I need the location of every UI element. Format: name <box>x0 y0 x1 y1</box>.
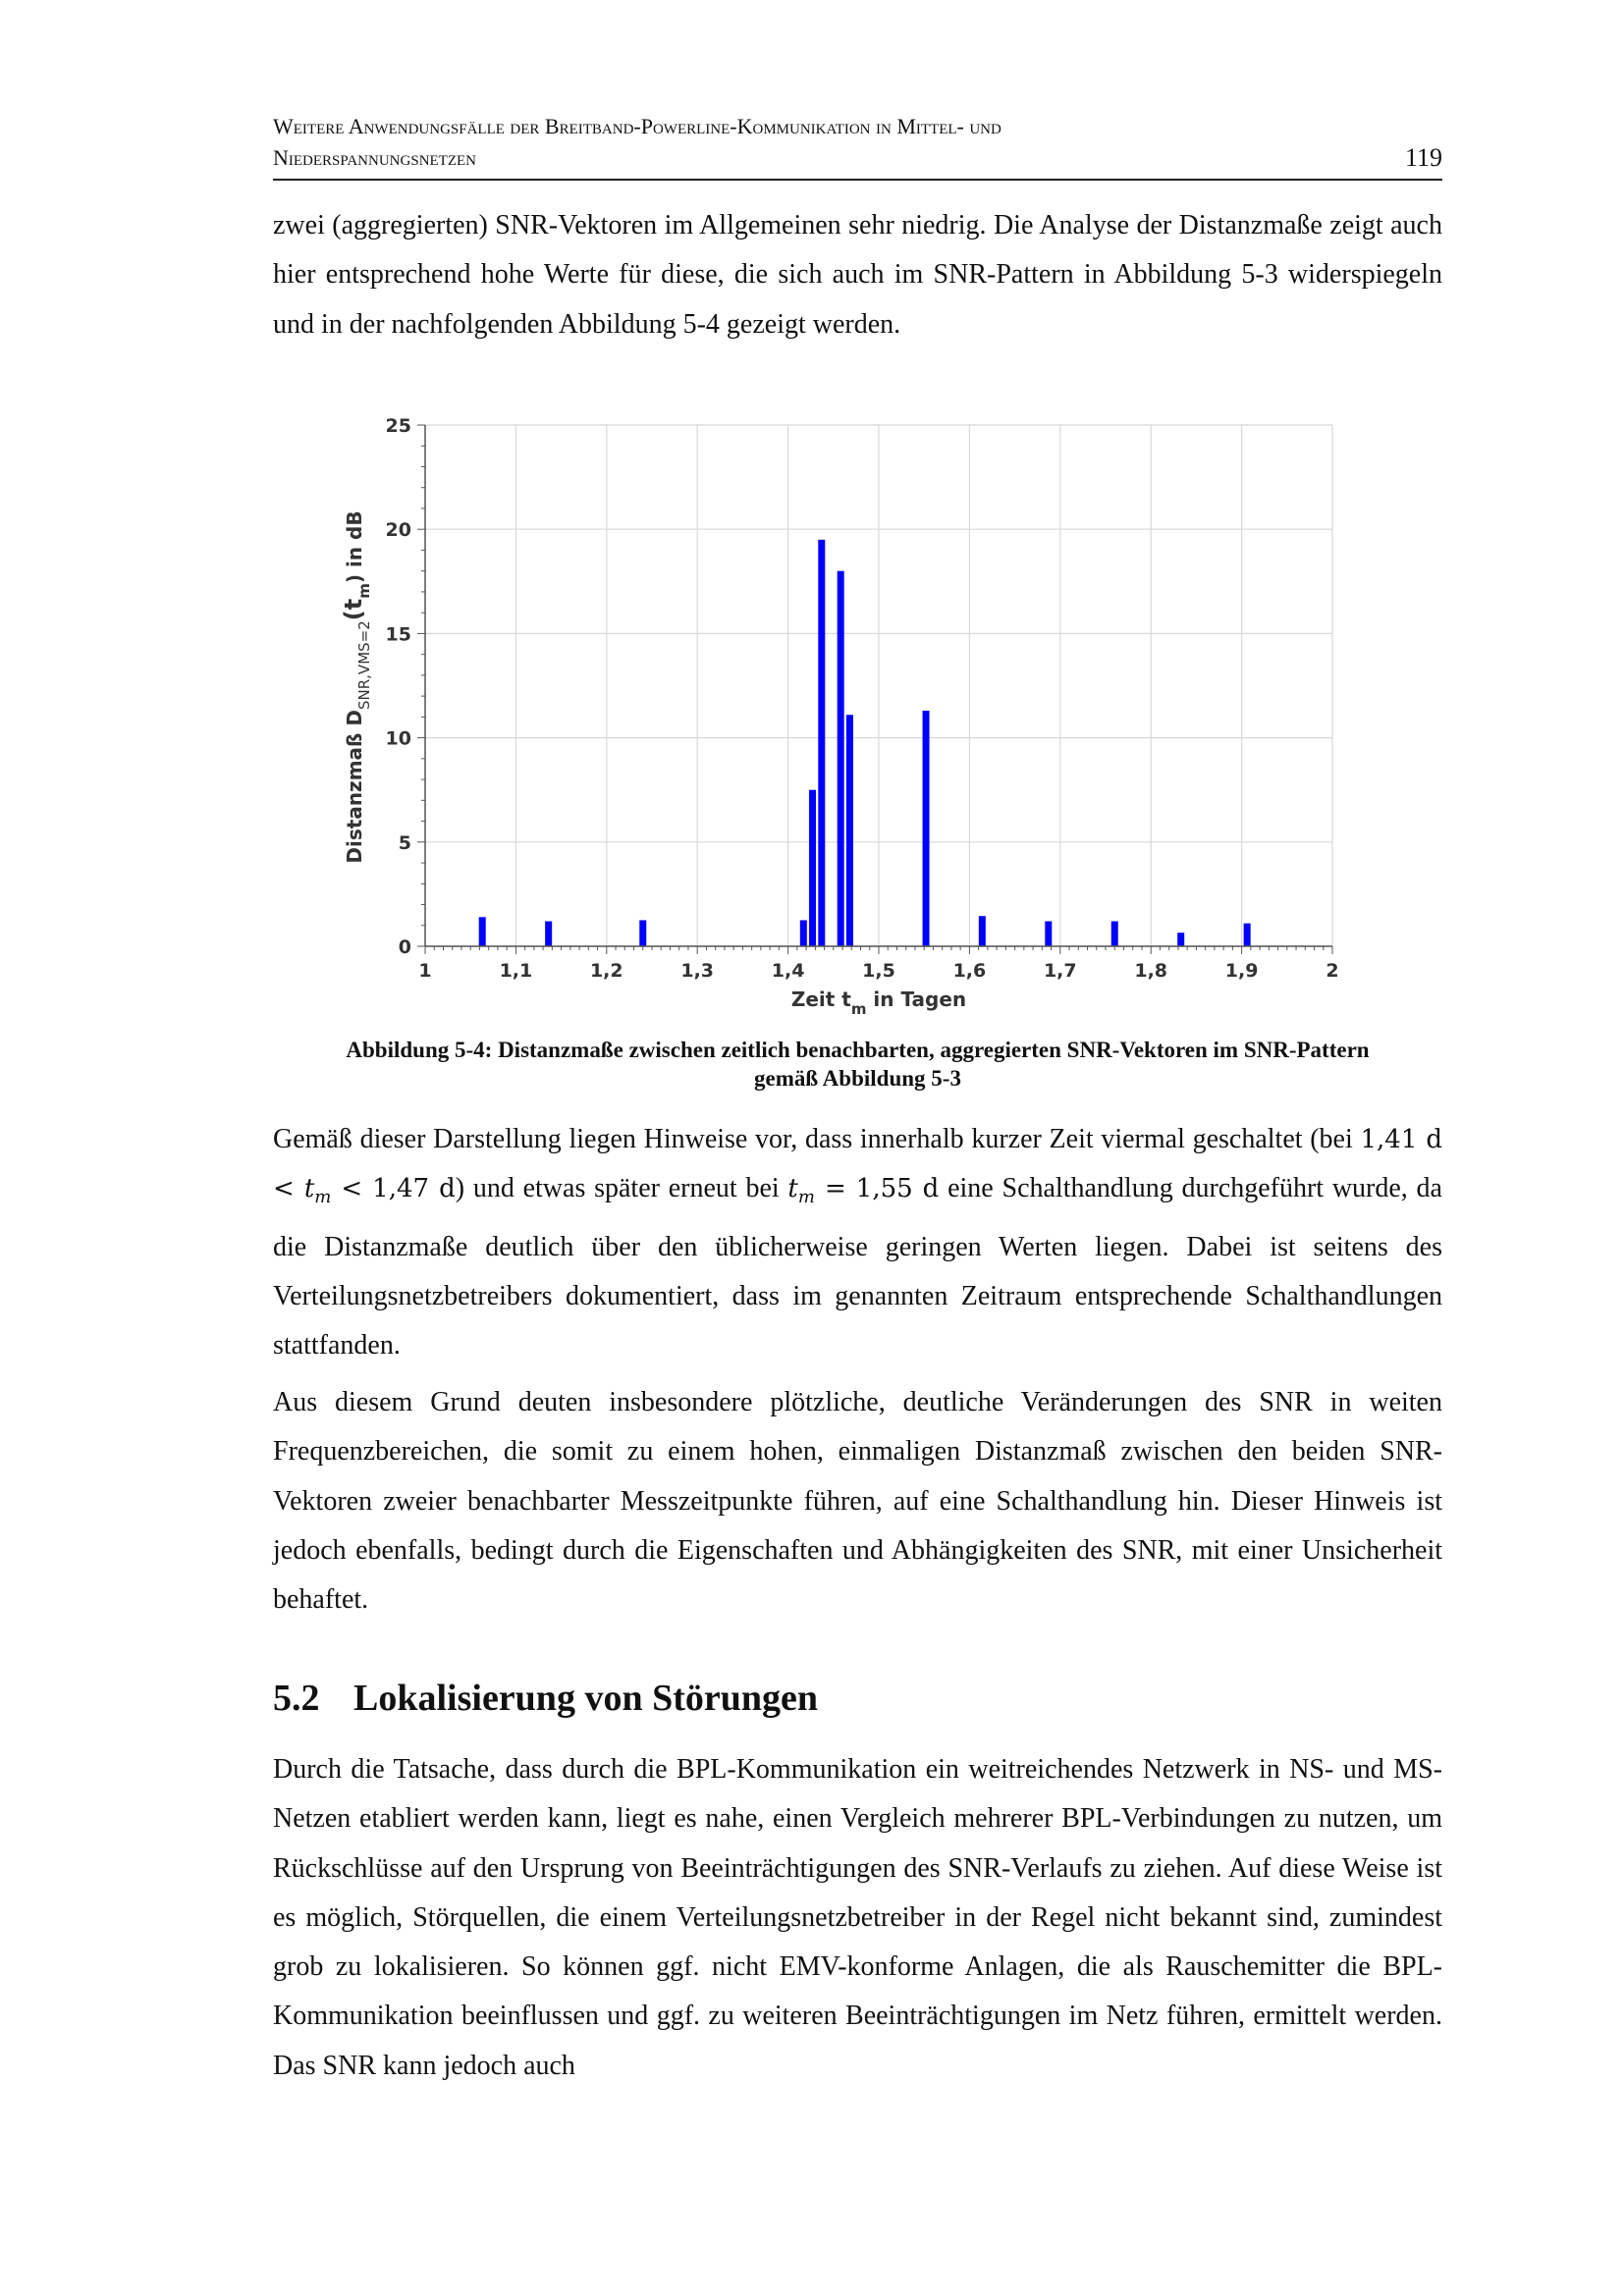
math: < 1,47 d <box>331 1174 456 1204</box>
x-tick-label: 1,1 <box>499 960 533 982</box>
bar <box>1045 922 1052 946</box>
bar <box>639 920 646 946</box>
bar <box>479 917 486 946</box>
section-number: 5.2 <box>273 1678 320 1719</box>
bar <box>846 715 853 946</box>
paragraph-1: zwei (aggregierten) SNR-Vektoren im Allgemeinen sehr niedrig. Die Analyse der Distanzmaße zeigt auch hier entsprechend hohe Werte für diese, die sich auch im SNR-Pattern in Abbildung 5-3 widerspiegeln und in der nachfolgenden Abbildung 5-4 gezeigt werden. <box>273 210 1442 340</box>
y-axis-label: Distanzmaß $D_{SNR,VMS=2}(t_m)$ in dB <box>340 510 373 864</box>
math-tm: $t_m$ <box>787 1174 815 1208</box>
x-tick-label: 1,4 <box>771 960 805 982</box>
x-tick-label: 1,6 <box>952 960 987 982</box>
text: eine Schalthandlung durchgeführt wurde, da die Distanzmaße deutlich über den üblicherweise geringen Werten liegen. Dabei ist seitens des Verteilungsnetzbetreibers dokumentiert, dass im genannten Zeitraum entsprechende Schalthandlungen stattfanden. <box>273 1173 1442 1362</box>
x-tick-label: 1,7 <box>1043 960 1077 982</box>
text: ) und etwas später erneut bei <box>455 1173 788 1204</box>
x-tick-label: 2 <box>1326 960 1339 982</box>
bar <box>1244 924 1251 946</box>
tick-labels <box>386 415 1339 982</box>
paragraph-2 <box>273 1115 1442 1371</box>
math-tm: $t_m$ <box>303 1174 332 1208</box>
caption-line1: Abbildung 5-4: Distanzmaße zwischen zeitlich benachbarten, aggregierten SNR-Vektoren im SNR-Pattern <box>346 1038 1370 1062</box>
grid <box>425 425 1332 946</box>
x-tick-label: 1,3 <box>680 960 715 982</box>
x-axis-label: Zeit $t_m$ in Tagen <box>790 988 967 1018</box>
y-tick-label: 15 <box>385 623 411 646</box>
bar <box>809 790 816 946</box>
running-header-line2: Niederspannungsnetzen <box>273 145 477 170</box>
x-tick-label: 1,2 <box>589 960 623 982</box>
page-number: 119 <box>1404 143 1442 172</box>
caption-line2: gemäß Abbildung 5-3 <box>754 1066 961 1091</box>
x-tick-label: 1 <box>418 960 432 982</box>
bars <box>479 540 1251 946</box>
bar <box>1177 933 1184 946</box>
text: Gemäß dieser Darstellung liegen Hinweise vor, dass innerhalb kurzer Zeit viermal geschaltet (bei <box>273 1124 1361 1154</box>
bar <box>545 922 552 946</box>
math: 1,41 d < <box>273 1125 1442 1204</box>
bar-chart <box>334 393 1394 1021</box>
bar <box>1111 922 1118 946</box>
bar <box>800 920 807 946</box>
y-tick-label: 0 <box>398 936 411 958</box>
axes <box>417 425 1332 954</box>
running-header-line1: Weitere Anwendungsfälle der Breitband-Powerline-Kommunikation in Mittel- und <box>273 114 1001 138</box>
y-tick-label: 25 <box>385 415 411 437</box>
bar <box>979 916 986 946</box>
math: = 1,55 d <box>814 1174 940 1204</box>
section-heading <box>273 1677 818 1720</box>
section-title: Lokalisierung von Störungen <box>353 1678 818 1719</box>
paragraph-3: Aus diesem Grund deuten insbesondere plötzliche, deutliche Veränderungen des SNR in weiten Frequenzbereichen, die somit zu einem hohen, einmaligen Distanzmaß zwischen den beiden SNR-Vektoren zweier benachbarter Messzeitpunkte führen, auf eine Schalthandlung hin. Dieser Hinweis ist jedoch ebenfalls, bedingt durch die Eigenschaften und Abhängigkeiten des SNR, mit einer Unsicherheit behaftet. <box>273 1387 1442 1616</box>
y-tick-label: 5 <box>398 831 411 854</box>
x-tick-label: 1,9 <box>1224 960 1259 982</box>
figure-caption <box>273 1036 1442 1093</box>
y-tick-label: 10 <box>385 727 411 750</box>
bar <box>818 540 825 946</box>
y-tick-label: 20 <box>385 519 411 542</box>
x-tick-label: 1,8 <box>1134 960 1168 982</box>
header-rule <box>273 179 1442 181</box>
paragraph-4: Durch die Tatsache, dass durch die BPL-Kommunikation ein weitreichendes Netzwerk in NS- und MS-Netzen etabliert werden kann, liegt es nahe, einen Vergleich mehrerer BPL-Verbindungen zu nutzen, um Rückschlüsse auf den Ursprung von Beeinträchtigungen des SNR-Verlaufs zu ziehen. Auf diese Weise ist es möglich, Störquellen, die einem Verteilungsnetzbetreiber in der Regel nicht bekannt sind, zumindest grob zu lokalisieren. So können ggf. nicht EMV-konforme Anlagen, die als Rauschemitter die BPL-Kommunikation beeinflussen und ggf. zu weiteren Beeinträchtigungen im Netz führen, ermittelt werden. Das SNR kann jedoch auch <box>273 1754 1442 2081</box>
bar <box>838 571 844 946</box>
bar <box>923 711 930 946</box>
x-tick-label: 1,5 <box>862 960 895 982</box>
